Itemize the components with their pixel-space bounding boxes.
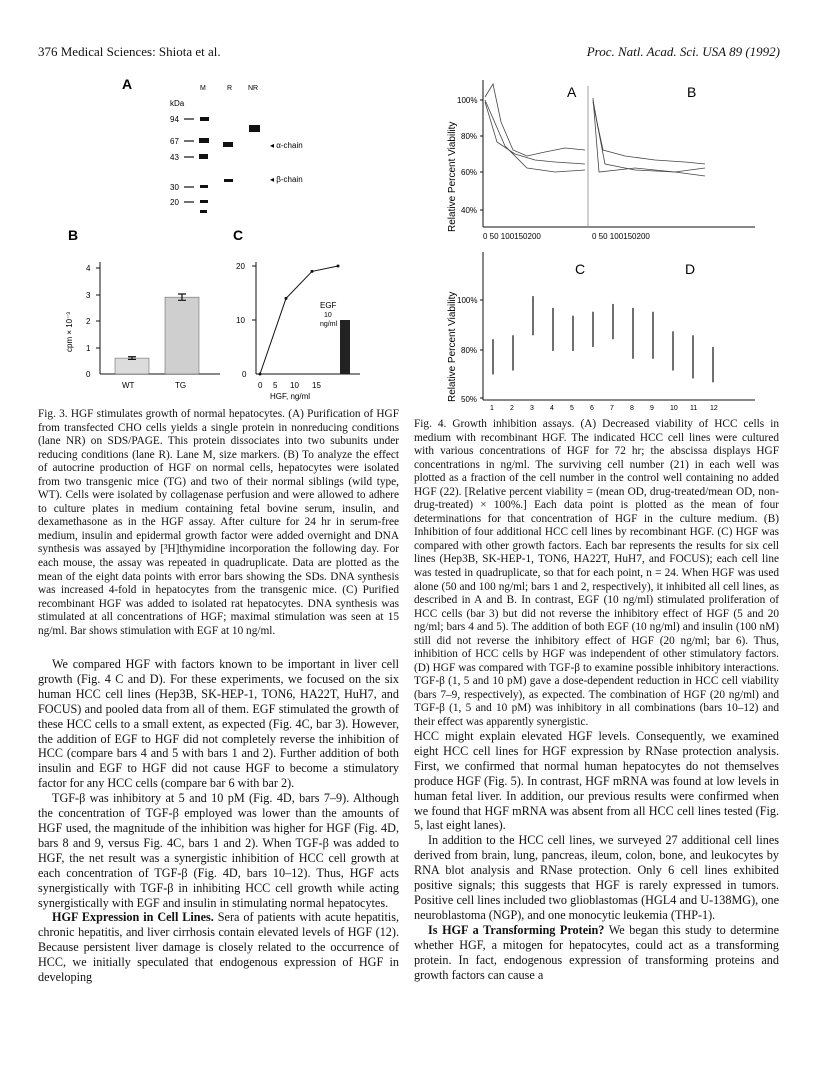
body-paragraph: We compared HGF with factors known to be important in liver cell growth (Fig. 4 C and D). For these experiments, we focused on the six human HCC cell lines (Hep3B, SK-HEP-1, TON6, HA22T, HuH7, and FOCUS) and pooled data from all of them. EGF stimulated the growth of these HCC cells to a small extent, as expected (Fig. 4C, bar 3). However, the addition of EGF to HGF did not completely reverse the inhibition of HCC (compare bars 4 and 5 with bars 1 and 2). Further addition of both insulin and EGF to HGF did not cause HGF to become a stimulatory factor for any HCC cells (compare bar 6 with bar 2). <box>38 657 399 791</box>
fig3-b-ylabel: cpm × 10⁻³ <box>65 311 74 352</box>
fig3-c-egf-label: 10 <box>324 312 332 319</box>
fig3-c-point <box>337 265 340 268</box>
fig3-c-ytick: 20 <box>236 262 245 271</box>
body-paragraph: In addition to the HCC cell lines, we surveyed 27 additional cell lines derived from brain, lung, pancreas, ileum, colon, bone, and leukocytes by RNA blot analysis and RNase protection. Only 6 cell lines exhibited positive signals; this suggests that HGF is rarely expressed in tumors. Positive cell lines included two glioblastomas (HGL4 and U-138MG), one neuroblastoma (NGP), and one monocytic leukemia (THP-1). <box>414 833 779 922</box>
running-header-right: Proc. Natl. Acad. Sci. USA 89 (1992) <box>586 44 780 59</box>
fig3-panel-c-label: C <box>233 227 244 243</box>
fig3-b-ytick: 0 <box>86 370 91 379</box>
fig3-lane-r: R <box>227 85 233 92</box>
fig3-marker-43: 43 <box>170 153 179 162</box>
fig3-lane-nr: NR <box>248 85 259 92</box>
fig4-bar-tick-label: 11 <box>690 405 698 412</box>
fig4-bar-tick-label: 5 <box>570 405 574 412</box>
fig3-b-ytick: 3 <box>86 291 91 300</box>
fig4-bottom-axis <box>480 252 755 400</box>
fig3-c-line <box>260 266 338 374</box>
fig4-bar-tick-label: 12 <box>710 405 718 412</box>
fig4-bar-tick-label: 7 <box>610 405 614 412</box>
fig3-lane-m: M <box>200 85 206 92</box>
fig4-bottom-ytick: 100% <box>457 296 478 305</box>
fig3-b-bar <box>115 358 149 374</box>
fig4-top-curves <box>485 84 705 227</box>
body-right-column <box>414 729 779 982</box>
body-paragraph: TGF-β was inhibitory at 5 and 10 pM (Fig. 4D, bars 7–9). Although the concentration of TGF-β employed was lower than the amounts of HGF used, the magnitude of the inhibition was higher for HGF (Fig. 4D, bars 8 and 9, versus Fig. 4C, bars 1 and 2). When TGF-β was added to HGF, the net result was a synergistic inhibition of HCC cell growth at each concentration of TGF-β (Fig. 4D, bars 10–12). Thus, HGF acts synergistically with TGF-β in inhibiting HCC cell growth while acting synergistically with EGF and insulin in stimulating normal hepatocytes. <box>38 791 399 910</box>
fig3-b-ytick: 1 <box>86 344 91 353</box>
fig4-top-ytick: 60% <box>461 168 478 177</box>
fig3-c-point <box>311 270 314 273</box>
figure-3 <box>60 62 400 402</box>
fig4-bar-tick-label: 2 <box>510 405 514 412</box>
fig3-c-xtick: 0 <box>258 381 263 390</box>
fig4-bar-tick-label: 6 <box>590 405 594 412</box>
fig3-b-category: TG <box>175 381 187 390</box>
fig3-beta-chain-label: ◂ β-chain <box>270 175 303 184</box>
fig4-bar-tick-label: 8 <box>630 405 634 412</box>
fig4-top-ytick: 100% <box>457 96 478 105</box>
fig3-c-ytick: 10 <box>236 316 245 325</box>
fig3-c-egf-label: EGF <box>320 301 337 310</box>
fig4-bar-tick-label: 4 <box>550 405 554 412</box>
fig3-b-bar <box>165 297 199 374</box>
fig4-bar-tick-label: 1 <box>490 405 494 412</box>
fig3-c-ytick: 0 <box>242 370 247 379</box>
fig3-b-ytick: 2 <box>86 317 91 326</box>
fig4-b-xticks: 0 50 100150200 <box>592 232 650 241</box>
fig3-panel-a-label: A <box>122 76 133 92</box>
running-header-left: 376 Medical Sciences: Shiota et al. <box>38 44 221 59</box>
fig3-c-xtick: 10 <box>290 381 299 390</box>
fig3-c-egf-bar <box>340 320 350 374</box>
fig4-caption: Fig. 4. Growth inhibition assays. (A) Decreased viability of HCC cells in medium with recombinant HGF. The indicated HCC cell lines were cultured with various concentrations of HGF for 72 hr; the abscissa displays HGF concentrations in ng/ml. The surviving cell number (21) in each well was plotted as a fraction of the cell number in the control well containing no added HGF (22). [Relative percent viability = (mean OD, drug-treated/mean OD, non-drug-treated) × 100%.] Each data point is plotted as the mean of four determinations for that concentration of HGF in the culture medium. (B) Inhibition of four additional HCC cell lines by recombinant HGF. (C) HGF was compared with other growth factors. Each bar represents the results for six cell lines (Hep3B, SK-HEP-1, TON6, HA22T, HuH7, and FOCUS); each cell line was tested in quadruplicate, so that for each point, n = 24. When HGF was used alone (50 and 100 ng/ml; bars 1 and 2, respectively), it inhibited all cell lines, as described in A and B. In contrast, EGF (10 ng/ml) stimulated proliferation of HCC cells (bar 3) but did not reverse the inhibitory effect of HGF (5 and 20 ng/ml; bars 4 and 5). The addition of both EGF (10 ng/ml) and insulin (100 nM) still did not reverse the inhibitory effect of HGF (20 ng/ml; bar 6). Thus, inhibition of HCC cells by HGF was independent of other stimulatory factors. (D) HGF was compared with TGF-β to examine possible inhibitory interactions. TGF-β (1, 5 and 10 pM) gave a dose-dependent reduction in HCC cell viability (bars 7–9, respectively), as expected. The combination of HGF (20 ng/ml) and TGF-β (1, 5 and 10 pM) was inhibitory in all combinations (bars 10–12) and their effect was apparently synergistic. <box>414 418 779 729</box>
fig4-ylabel-top: Relative Percent Viability <box>447 121 458 232</box>
fig3-c-egf-label: ng/ml <box>320 321 338 328</box>
body-paragraph: Is HGF a Transforming Protein? We began this study to determine whether HGF, a mitogen for hepatocytes, could act as a transforming protein. In fact, endogenous expression of transforming proteins and growth factors can cause a <box>414 922 779 982</box>
fig4-bar-tick-label: 3 <box>530 405 534 412</box>
fig3-c-xtick: 5 <box>273 381 278 390</box>
fig4-panel-a-label: A <box>567 84 577 100</box>
body-left-column <box>38 657 399 985</box>
fig3-kda-label: kDa <box>170 99 185 108</box>
fig3-alpha-chain-label: ◂ α-chain <box>270 141 303 150</box>
fig3-marker-30: 30 <box>170 183 179 192</box>
fig3-b-category: WT <box>122 381 135 390</box>
fig4-bottom-ytick: 50% <box>461 395 478 404</box>
figure-4 <box>435 72 780 412</box>
section-heading: Is HGF a Transforming Protein? <box>428 922 605 937</box>
body-paragraph: HGF Expression in Cell Lines. Sera of patients with acute hepatitis, chronic hepatitis, and liver cirrhosis contain elevated levels of HGF (12). Because persistent liver damage is closely related to the occurrence of HCC, we initially speculated that endogenous expression of HGF in developing <box>38 910 400 985</box>
gel-ticks <box>184 119 194 202</box>
fig4-top-ytick: 80% <box>461 132 478 141</box>
body-paragraph: HCC might explain elevated HGF levels. Consequently, we examined eight HCC cell lines for HGF expression by RNase protection analysis. First, we confirmed that normal human hepatocytes do not themselves produce HGF (Fig. 5). In contrast, HGF mRNA was found at low levels in human fetal liver. In addition, our previous results were confirmed when we found that HGF mRNA was absent from all HCC cell lines tested (Fig. 5, last eight lanes). <box>414 729 779 833</box>
fig3-c-point <box>259 373 262 376</box>
fig4-panel-b-label: B <box>687 84 697 100</box>
fig3-caption: Fig. 3. HGF stimulates growth of normal hepatocytes. (A) Purification of HGF from transfected CHO cells yields a single protein in nonreducing conditions (lane NR) on SDS/PAGE. This protein dissociates into two subunits under reducing conditions (lane R). Lane M, size markers. (B) To analyze the effect of autocrine production of HGF on normal cells, hepatocytes were isolated from two transgenic mice (TG) and two of their normal siblings (wild type, WT). Cells were isolated by collagenase perfusion and were allowed to adhere to culture plates in medium containing fetal bovine serum, insulin, and dexamethasone as in the HGF assay. After culture for 24 hr in serum-free medium, insulin and epidermal growth factor were added overnight and DNA synthesis was assayed by [³H]thymidine incorporation the following day. For each mouse, the assay was repeated in quadruplicate. Data are plotted as the mean of the eight data points with error bars showing the SDs. DNA synthesis was increased 4-fold in hepatocytes from the transgenic mice. (C) Purified recombinant HGF was added to isolated rat hepatocytes. DNA synthesis was stimulated at all concentrations of HGF; maximal stimulation was seen at 15 ng/ml. Bar shows stimulation with EGF at 10 ng/ml. <box>38 408 399 637</box>
fig3-marker-94: 94 <box>170 115 179 124</box>
section-heading: HGF Expression in Cell Lines. <box>52 910 214 925</box>
fig4-ylabel-bottom: Relative Percent Viability <box>447 291 458 402</box>
fig3-b-axis <box>96 262 220 374</box>
fig4-panel-c-label: C <box>575 261 586 277</box>
fig3-panel-b-label: B <box>68 227 79 243</box>
fig3-c-xlabel: HGF, ng/ml <box>270 392 311 401</box>
fig4-bottom-ytick: 80% <box>461 346 478 355</box>
fig4-bar-tick-label: 9 <box>650 405 654 412</box>
fig4-top-ytick: 40% <box>461 206 478 215</box>
fig3-c-xtick: 15 <box>312 381 321 390</box>
fig4-panel-d-label: D <box>685 261 696 277</box>
fig3-c-point <box>285 297 288 300</box>
gel-bands <box>199 117 260 213</box>
fig3-b-ytick: 4 <box>86 264 91 273</box>
fig3-marker-20: 20 <box>170 198 179 207</box>
fig3-marker-67: 67 <box>170 137 179 146</box>
fig4-a-xticks: 0 50 100150200 <box>483 232 541 241</box>
fig4-bar-tick-label: 10 <box>670 405 678 412</box>
